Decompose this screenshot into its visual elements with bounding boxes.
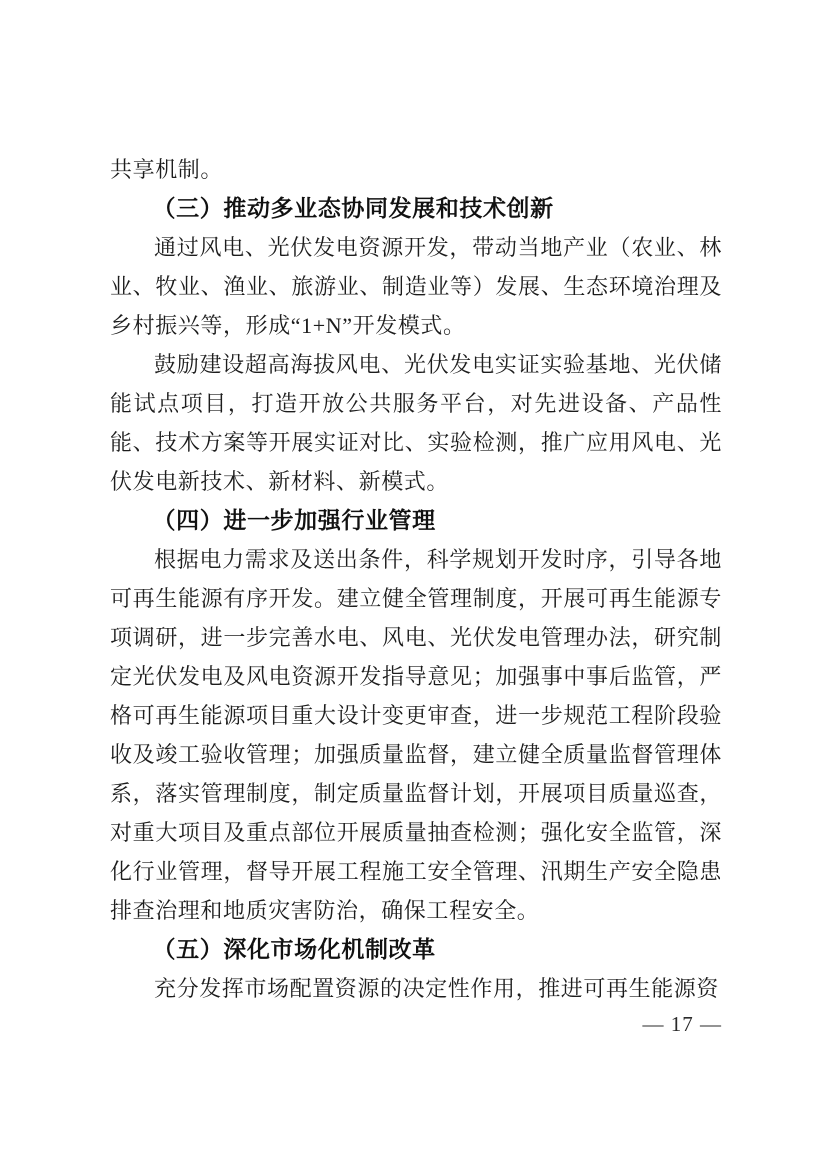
page-number: — 17 — xyxy=(642,1012,722,1036)
paragraph-pilot-projects: 鼓励建设超高海拔风电、光伏发电实证实验基地、光伏储能试点项目，打造开放公共服务平台，对先进设备、产品性能、技术方案等开展实证对比、实验检测，推广应用风电、光伏发电新技术、新材料、新模式。 xyxy=(110,352,722,494)
section-heading-3: （三）推动多业态协同发展和技术创新 xyxy=(152,196,554,221)
section-heading-4: （四）进一步加强行业管理 xyxy=(152,508,436,533)
document-body xyxy=(110,150,722,1008)
section-heading-5: （五）深化市场化机制改革 xyxy=(152,937,436,962)
paragraph-industry-synergy: 通过风电、光伏发电资源开发，带动当地产业（农业、林业、牧业、渔业、旅游业、制造业等）发展、生态环境治理及乡村振兴等，形成“1+N”开发模式。 xyxy=(110,235,722,338)
paragraph-continuation: 共享机制。 xyxy=(110,157,224,182)
paragraph-industry-management: 根据电力需求及送出条件，科学规划开发时序，引导各地可再生能源有序开发。建立健全管理制度，开展可再生能源专项调研，进一步完善水电、风电、光伏发电管理办法，研究制定光伏发电及风电资源开发指导意见；加强事中事后监管，严格可再生能源项目重大设计变更审查，进一步规范工程阶段验收及竣工验收管理；加强质量监督，建立健全质量监督管理体系，落实管理制度，制定质量监督计划，开展项目质量巡查，对重大项目及重点部位开展质量抽查检测；强化安全监管，深化行业管理，督导开展工程施工安全管理、汛期生产安全隐患排查治理和地质灾害防治，确保工程安全。 xyxy=(110,547,722,923)
paragraph-market-reform: 充分发挥市场配置资源的决定性作用，推进可再生能源资 xyxy=(154,976,720,1001)
